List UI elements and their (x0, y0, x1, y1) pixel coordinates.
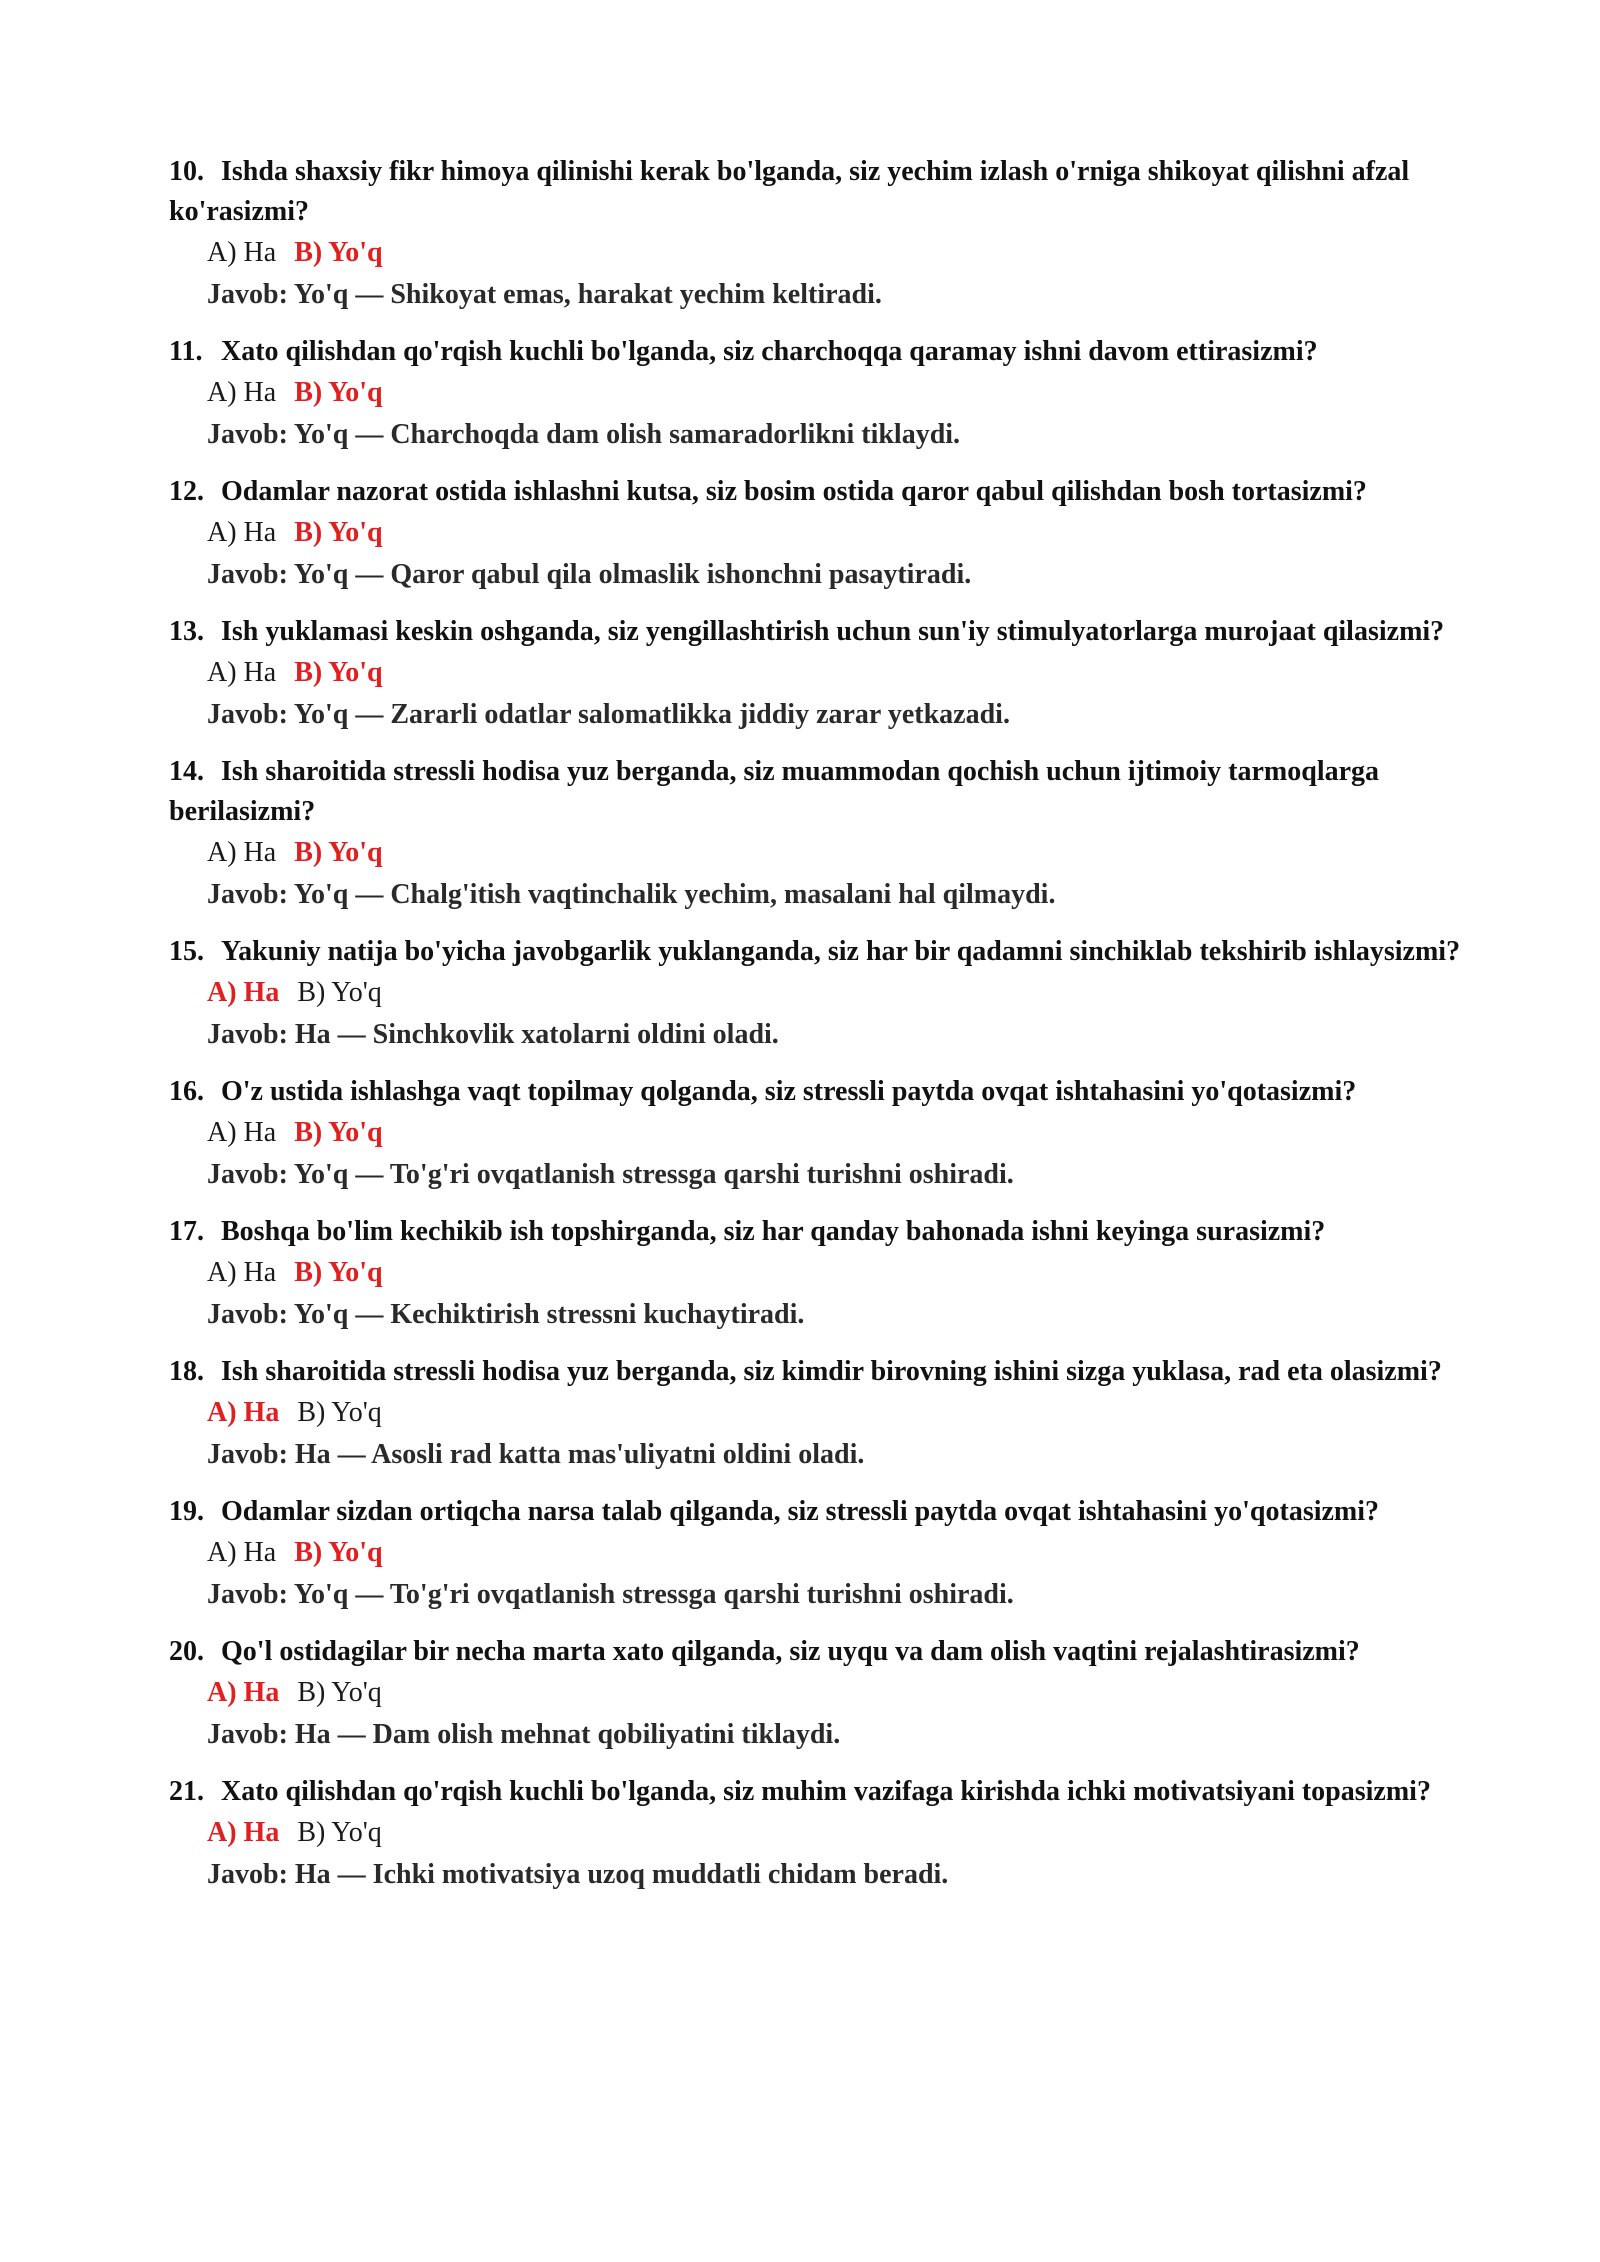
question-text (169, 1632, 1469, 1672)
question-number: 14. (169, 756, 204, 787)
option-b: B) Yo'q (297, 1817, 382, 1848)
answer-options (207, 232, 1469, 274)
answer-explanation: Javob: Yo'q — Chalg'itish vaqtinchalik yechim, masalani hal qilmaydi. (207, 879, 1056, 910)
question-number: 15. (169, 936, 204, 967)
question-number: 12. (169, 476, 204, 507)
answer-options (207, 1812, 1469, 1854)
option-b: B) Yo'q (294, 237, 383, 268)
option-a: A) Ha (207, 1677, 280, 1708)
question-number: 17. (169, 1216, 204, 1247)
question-number: 21. (169, 1776, 204, 1807)
option-b: B) Yo'q (294, 837, 383, 868)
question-number: 10. (169, 156, 204, 187)
option-a: A) Ha (207, 837, 277, 868)
question-text (169, 472, 1469, 512)
question-list (169, 152, 1469, 1912)
answer-options (207, 1252, 1469, 1294)
question-body: Ish yuklamasi keskin oshganda, siz yengillashtirish uchun sun'iy stimulyatorlarga murojaat qilasizmi? (221, 616, 1445, 647)
question-body: Ish sharoitida stressli hodisa yuz berganda, siz muammodan qochish uchun ijtimoiy tarmoqlarga berilasizmi? (169, 756, 1380, 827)
question-item (169, 152, 1469, 316)
option-b: B) Yo'q (294, 1257, 383, 1288)
option-a: A) Ha (207, 517, 277, 548)
option-a: A) Ha (207, 657, 277, 688)
option-a: A) Ha (207, 1817, 280, 1848)
option-a: A) Ha (207, 237, 277, 268)
question-body: Odamlar nazorat ostida ishlashni kutsa, siz bosim ostida qaror qabul qilishdan bosh tortasizmi? (221, 476, 1367, 507)
question-body: Odamlar sizdan ortiqcha narsa talab qilganda, siz stressli paytda ovqat ishtahasini yo'qotasizmi? (221, 1496, 1380, 1527)
answer-options (207, 832, 1469, 874)
option-a: A) Ha (207, 977, 280, 1008)
question-item (169, 332, 1469, 456)
answer-options (207, 512, 1469, 554)
answer-explanation: Javob: Yo'q — Kechiktirish stressni kuchaytiradi. (207, 1299, 805, 1330)
question-text (169, 1772, 1469, 1812)
option-a: A) Ha (207, 1257, 277, 1288)
question-body: Xato qilishdan qo'rqish kuchli bo'lganda, siz muhim vazifaga kirishda ichki motivatsiyani topasizmi? (221, 1776, 1431, 1807)
question-text (169, 1352, 1469, 1392)
question-item (169, 1772, 1469, 1896)
question-item (169, 1352, 1469, 1476)
answer-explanation: Javob: Ha — Ichki motivatsiya uzoq muddatli chidam beradi. (207, 1859, 949, 1890)
answer-options (207, 1112, 1469, 1154)
option-b: B) Yo'q (297, 1677, 382, 1708)
question-item (169, 1632, 1469, 1756)
answer-explanation: Javob: Ha — Sinchkovlik xatolarni oldini oladi. (207, 1019, 779, 1050)
question-item (169, 752, 1469, 916)
question-item (169, 932, 1469, 1056)
option-a: A) Ha (207, 1537, 277, 1568)
question-body: Xato qilishdan qo'rqish kuchli bo'lganda, siz charchoqqa qaramay ishni davom ettirasizmi? (221, 336, 1318, 367)
question-body: Boshqa bo'lim kechikib ish topshirganda, siz har qanday bahonada ishni keyinga surasizmi? (221, 1216, 1326, 1247)
question-item (169, 612, 1469, 736)
question-text (169, 612, 1469, 652)
answer-explanation: Javob: Yo'q — Charchoqda dam olish samaradorlikni tiklaydi. (207, 419, 961, 450)
question-number: 20. (169, 1636, 204, 1667)
question-item (169, 1492, 1469, 1616)
option-b: B) Yo'q (294, 377, 383, 408)
question-body: O'z ustida ishlashga vaqt topilmay qolganda, siz stressli paytda ovqat ishtahasini yo'qotasizmi? (221, 1076, 1357, 1107)
option-b: B) Yo'q (294, 657, 383, 688)
question-text (169, 932, 1469, 972)
answer-options (207, 1672, 1469, 1714)
option-b: B) Yo'q (294, 517, 383, 548)
answer-explanation: Javob: Ha — Asosli rad katta mas'uliyatni oldini oladi. (207, 1439, 865, 1470)
answer-explanation: Javob: Ha — Dam olish mehnat qobiliyatini tiklaydi. (207, 1719, 841, 1750)
question-number: 16. (169, 1076, 204, 1107)
question-text (169, 332, 1469, 372)
option-b: B) Yo'q (297, 977, 382, 1008)
option-b: B) Yo'q (297, 1397, 382, 1428)
option-b: B) Yo'q (294, 1117, 383, 1148)
option-b: B) Yo'q (294, 1537, 383, 1568)
question-body: Ish sharoitida stressli hodisa yuz berganda, siz kimdir birovning ishini sizga yuklasa, rad eta olasizmi? (221, 1356, 1442, 1387)
answer-explanation: Javob: Yo'q — Shikoyat emas, harakat yechim keltiradi. (207, 279, 882, 310)
answer-options (207, 372, 1469, 414)
question-text (169, 1492, 1469, 1532)
question-item (169, 1212, 1469, 1336)
question-item (169, 472, 1469, 596)
question-number: 18. (169, 1356, 204, 1387)
answer-explanation: Javob: Yo'q — Qaror qabul qila olmaslik ishonchni pasaytiradi. (207, 559, 972, 590)
answer-options (207, 972, 1469, 1014)
question-item (169, 1072, 1469, 1196)
answer-options (207, 1392, 1469, 1434)
answer-options (207, 652, 1469, 694)
question-number: 19. (169, 1496, 204, 1527)
question-body: Yakuniy natija bo'yicha javobgarlik yuklanganda, siz har bir qadamni sinchiklab tekshirib ishlaysizmi? (221, 936, 1461, 967)
question-text (169, 152, 1469, 232)
question-body: Ishda shaxsiy fikr himoya qilinishi kerak bo'lganda, siz yechim izlash o'rniga shikoyat qilishni afzal ko'rasizmi? (169, 156, 1410, 227)
answer-explanation: Javob: Yo'q — To'g'ri ovqatlanish stressga qarshi turishni oshiradi. (207, 1159, 1014, 1190)
question-number: 11. (169, 336, 203, 367)
answer-options (207, 1532, 1469, 1574)
question-number: 13. (169, 616, 204, 647)
option-a: A) Ha (207, 1397, 280, 1428)
option-a: A) Ha (207, 1117, 277, 1148)
question-text (169, 1072, 1469, 1112)
question-text (169, 1212, 1469, 1252)
answer-explanation: Javob: Yo'q — To'g'ri ovqatlanish stressga qarshi turishni oshiradi. (207, 1579, 1014, 1610)
question-text (169, 752, 1469, 832)
option-a: A) Ha (207, 377, 277, 408)
question-body: Qo'l ostidagilar bir necha marta xato qilganda, siz uyqu va dam olish vaqtini rejalashtirasizmi? (221, 1636, 1360, 1667)
answer-explanation: Javob: Yo'q — Zararli odatlar salomatlikka jiddiy zarar yetkazadi. (207, 699, 1010, 730)
